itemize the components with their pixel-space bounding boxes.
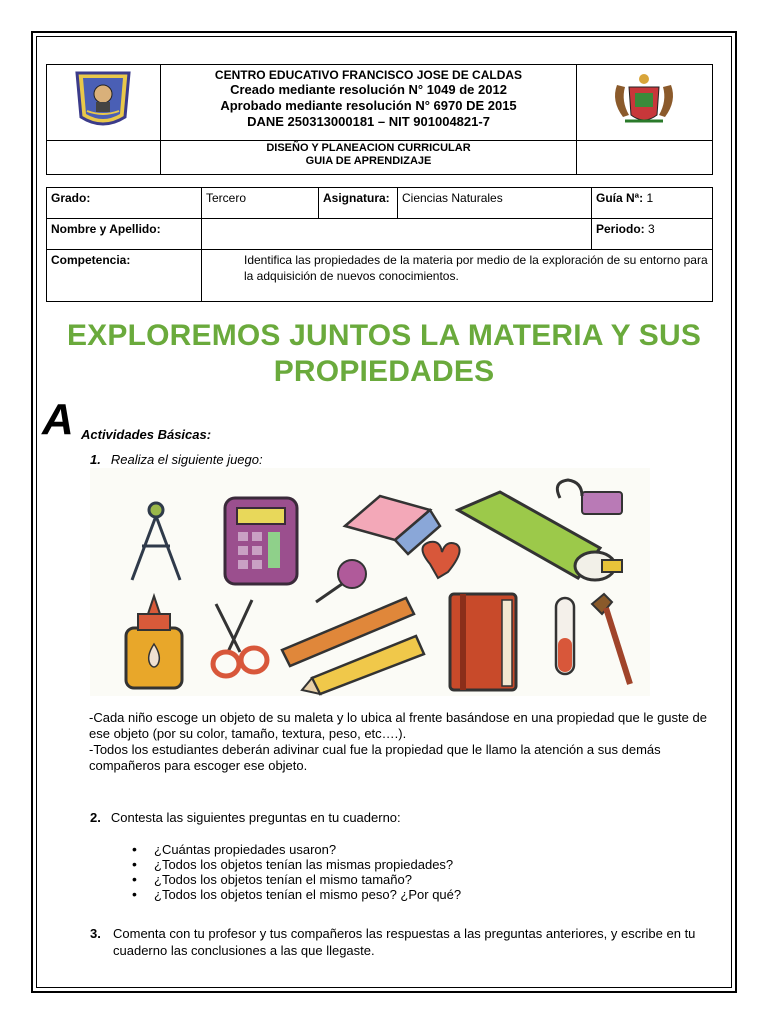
design-title: DISEÑO Y PLANEACION CURRICULAR xyxy=(266,142,471,154)
activity-2-heading xyxy=(90,810,401,825)
school-shield-logo xyxy=(47,65,160,135)
header-text-cell xyxy=(161,65,577,141)
title-line-1: EXPLOREMOS JUNTOS LA MATERIA Y SUS xyxy=(66,319,702,352)
guide-title-heading xyxy=(40,318,728,390)
nombre-label: Nombre y Apellido: xyxy=(47,219,202,250)
school-logo-cell xyxy=(47,65,161,141)
grado-value: Tercero xyxy=(202,188,319,219)
activity-1-heading xyxy=(90,452,263,467)
activity-2-number: 2. xyxy=(90,810,101,825)
activity-1-text: Realiza el siguiente juego: xyxy=(110,452,263,467)
activity-3-text: Comenta con tu profesor y tus compañeros las respuestas a las preguntas anteriores, y escribe en tu cuaderno las conclusiones a las que llegaste. xyxy=(113,926,696,958)
header-table xyxy=(46,64,713,175)
nombre-value[interactable] xyxy=(202,219,592,250)
activity-1-paragraph-1: -Cada niño escoge un objeto de su maleta y lo ubica al frente basándose en una propiedad que le guste de ese objeto (por su color, tamaño, textura, peso, etc….). xyxy=(89,710,707,741)
blank-cell-right xyxy=(577,141,713,175)
resolution-approved: Aprobado mediante resolución N° 6970 DE 2015 xyxy=(220,98,517,113)
municipal-logo-cell xyxy=(577,65,713,141)
activity-3 xyxy=(90,925,730,959)
list-item: • ¿Todos los objetos tenían el mismo peso? ¿Por qué? xyxy=(132,887,461,902)
resolution-created: Creado mediante resolución N° 1049 de 2012 xyxy=(230,82,507,97)
calculator-icon xyxy=(225,498,297,584)
activity-1-paragraph-2: -Todos los estudiantes deberán adivinar cual fue la propiedad que le llamo la atención a sus demás compañeros para escoger ese objeto. xyxy=(89,742,661,773)
periodo-label: Periodo: xyxy=(596,222,645,236)
design-cell xyxy=(161,141,577,175)
periodo-cell xyxy=(592,219,713,250)
list-item: • ¿Cuántas propiedades usaron? xyxy=(132,842,461,857)
questions-list xyxy=(132,842,461,902)
list-item: • ¿Todos los objetos tenían el mismo tamaño? xyxy=(132,872,461,887)
school-supplies-illustration xyxy=(90,468,650,696)
guia-label: Guía Nª: xyxy=(596,191,644,205)
guide-title: GUIA DE APRENDIZAJE xyxy=(305,155,432,167)
competencia-value: Identifica las propiedades de la materia por medio de la exploración de su entorno para la adquisición de nuevos conocimientos. xyxy=(202,250,713,302)
periodo-value: 3 xyxy=(648,222,655,236)
activity-1-number: 1. xyxy=(90,452,101,467)
competencia-label: Competencia: xyxy=(47,250,202,302)
asignatura-value: Ciencias Naturales xyxy=(398,188,592,219)
dane-nit: DANE 250313000181 – NIT 901004821-7 xyxy=(247,114,490,129)
title-line-2: PROPIEDADES xyxy=(273,355,495,388)
activity-2-text: Contesta las siguientes preguntas en tu cuaderno: xyxy=(110,810,401,825)
book-icon xyxy=(450,594,516,690)
grado-label: Grado: xyxy=(47,188,202,219)
student-info-table xyxy=(46,187,713,302)
activity-3-number: 3. xyxy=(90,926,101,941)
test-tube-icon xyxy=(556,598,574,674)
section-letter: A xyxy=(42,395,74,444)
section-label: Actividades Básicas: xyxy=(81,427,212,442)
guia-value: 1 xyxy=(646,191,654,205)
blank-cell-left xyxy=(47,141,161,175)
guia-cell xyxy=(592,188,713,219)
list-item: • ¿Todos los objetos tenían las mismas propiedades? xyxy=(132,857,461,872)
municipal-coat-of-arms-logo xyxy=(577,65,712,135)
school-name: CENTRO EDUCATIVO FRANCISCO JOSE DE CALDAS xyxy=(214,68,523,82)
asignatura-label: Asignatura: xyxy=(319,188,398,219)
